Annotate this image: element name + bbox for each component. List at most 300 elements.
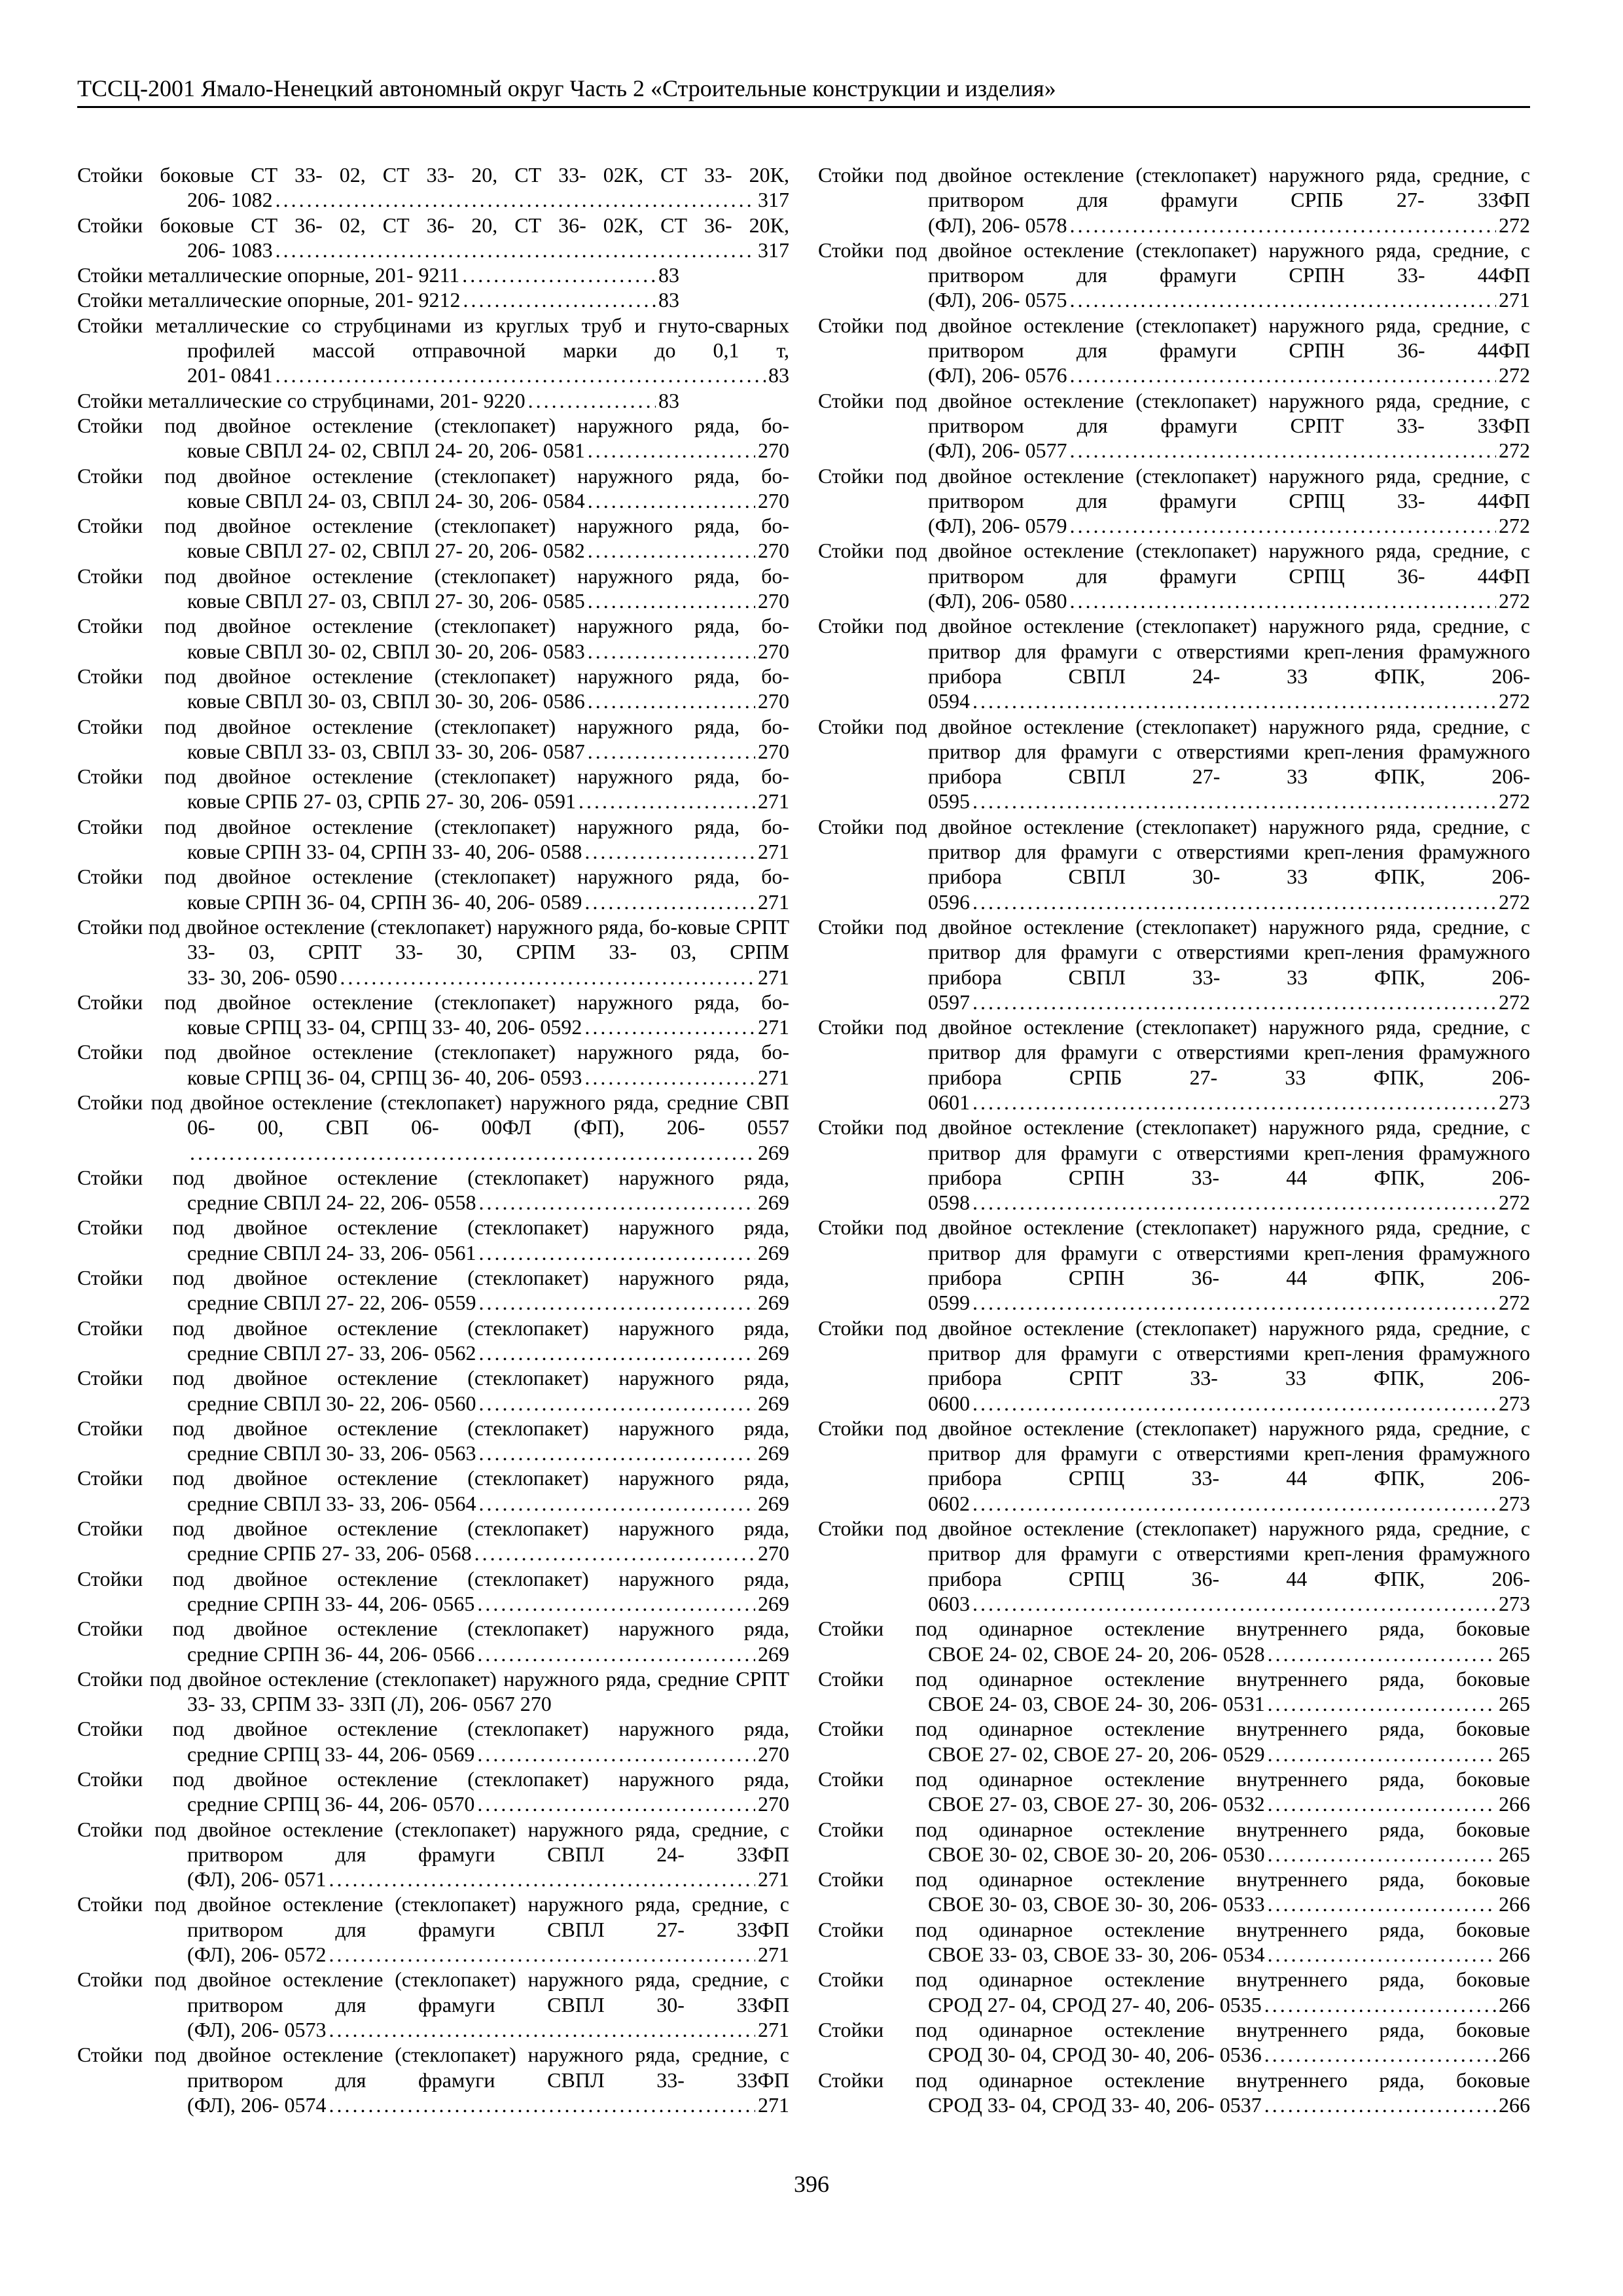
entry-tail: (ФЛ), 206- 0574 (187, 2092, 327, 2117)
entry-page-ref: 271 (758, 840, 789, 864)
entry-text: Стойки под двойное остекление (стеклопакет) наружного ряда, бо- (77, 664, 789, 688)
dot-leader (972, 1190, 1496, 1215)
entry-page-ref: 83 (658, 263, 679, 287)
index-entry (77, 1666, 789, 1717)
index-entry (77, 463, 789, 514)
index-entry (818, 2017, 1530, 2068)
dot-leader (276, 363, 766, 387)
entry-text: Стойки под двойное остекление (стеклопакет) наружного ряда, бо- (77, 1040, 789, 1064)
entry-text: Стойки под одинарное остекление внутреннего ряда, боковые (818, 1767, 1530, 1791)
index-entry (77, 1165, 789, 1215)
entry-page-ref: 271 (758, 2017, 789, 2041)
dot-leader (588, 689, 755, 713)
index-entry (77, 1516, 789, 1566)
entry-text: Стойки под двойное остекление (стеклопакет) наружного ряда, бо- (77, 814, 789, 838)
dot-leader (584, 889, 755, 914)
entry-text: Стойки под двойное остекление (стеклопакет) наружного ряда, (77, 1566, 789, 1590)
dot-leader (1070, 363, 1496, 387)
entry-text: Стойки под одинарное остекление внутреннего ряда, боковые (818, 1666, 1530, 1691)
entry-text: Стойки под двойное остекление (стеклопакет) наружного ряда, (77, 1215, 789, 1240)
entry-page-ref: 83 (768, 363, 789, 387)
entry-text: Стойки под двойное остекление (стеклопакет) наружного ряда, средние, с притвором для фрамуги СРПБ 27- 33ФП (818, 163, 1530, 212)
entry-page-ref: 265 (1499, 1742, 1530, 1766)
entry-tail: (ФЛ), 206- 0576 (928, 363, 1067, 387)
entry-text: Стойки под двойное остекление (стеклопакет) наружного ряда, средние, с притвором для фрамуги СРПН 33- 44ФП (818, 238, 1530, 287)
entry-text: Стойки под двойное остекление (стеклопакет) наружного ряда, средние СВП 06- 00, СВП 06- 00ФЛ (ФП), 206- 0557 (77, 1090, 789, 1139)
entry-tail: СВОЕ 24- 03, СВОЕ 24- 30, 206- 0531 (928, 1692, 1265, 1716)
entry-text: Стойки под двойное остекление (стеклопакет) наружного ряда, бо- (77, 463, 789, 488)
entry-page-ref: 272 (1499, 589, 1530, 613)
entry-text: Стойки под двойное остекление (стеклопакет) наружного ряда, (77, 1366, 789, 1390)
entry-text: Стойки под одинарное остекление внутреннего ряда, боковые (818, 1867, 1530, 1892)
dot-leader (588, 538, 755, 563)
index-entry (77, 1716, 789, 1767)
entry-page-ref: 83 (658, 288, 679, 312)
dot-leader (972, 789, 1496, 814)
index-entry (818, 1716, 1530, 1767)
dot-leader (972, 990, 1496, 1014)
dot-leader (1070, 588, 1496, 613)
entry-tail: средние СРПЦ 33- 44, 206- 0569 (187, 1742, 475, 1766)
index-entry (818, 1516, 1530, 1616)
entry-page-ref: 272 (1499, 689, 1530, 713)
entry-page-ref: 270 (758, 689, 789, 713)
entry-text: Стойки под двойное остекление (стеклопакет) наружного ряда, (77, 1617, 789, 1641)
index-column-left (77, 162, 789, 2117)
entry-text: Стойки под двойное остекление (стеклопакет) наружного ряда, средние, с притвор для фрамуги с отверстиями креп-ления фрамужного прибора СВПЛ 30- 33 ФПК, 206- (818, 814, 1530, 889)
dot-leader (477, 1742, 755, 1767)
dot-leader (528, 388, 656, 413)
dot-leader (479, 1190, 755, 1215)
entry-page-ref: 270 (758, 639, 789, 663)
entry-text: Стойки под двойное остекление (стеклопакет) наружного ряда, бо-ковые СРПТ 33- 03, СРПТ 33- 30, СРПМ 33- 03, СРПМ (77, 914, 789, 964)
index-entry (77, 213, 789, 263)
entry-tail: 0594 (928, 689, 970, 713)
entry-tail: 206- 1083 (187, 238, 273, 262)
index-entry (77, 914, 789, 990)
entry-page-ref: 265 (1499, 1692, 1530, 1716)
index-entry (818, 1616, 1530, 1666)
entry-tail: Стойки металлические опорные, 201- 9212 (77, 288, 461, 312)
entry-text: Стойки под двойное остекление (стеклопакет) наружного ряда, (77, 1165, 789, 1189)
index-entry (77, 1316, 789, 1366)
index-entry (818, 914, 1530, 1014)
dot-leader (329, 2017, 755, 2042)
index-entry (77, 313, 789, 388)
dot-leader (1268, 1892, 1496, 1916)
entry-text: Стойки под двойное остекление (стеклопакет) наружного ряда, бо- (77, 564, 789, 588)
dot-leader (584, 1065, 755, 1090)
entry-text: Стойки под двойное остекление (стеклопакет) наружного ряда, средние, с притвором для фрамуги СРПЦ 36- 44ФП (818, 539, 1530, 588)
dot-leader (972, 689, 1496, 713)
entry-tail: средние СВПЛ 24- 33, 206- 0561 (187, 1240, 476, 1265)
entry-page-ref: 270 (758, 589, 789, 613)
entry-page-ref: 270 (758, 1792, 789, 1816)
entry-page-ref: 273 (1499, 1591, 1530, 1615)
dot-leader (972, 889, 1496, 914)
dot-leader (190, 1140, 755, 1165)
entry-tail: средние СРПН 36- 44, 206- 0566 (187, 1641, 475, 1666)
dot-leader (329, 1867, 755, 1892)
entry-page-ref: 271 (758, 1065, 789, 1089)
entry-text: Стойки под двойное остекление (стеклопакет) наружного ряда, (77, 1266, 789, 1290)
dot-leader (1268, 1842, 1496, 1867)
entry-page-ref: 269 (758, 1391, 789, 1415)
dot-leader (972, 1090, 1496, 1115)
index-entry (77, 764, 789, 814)
entry-text: Стойки под двойное остекление (стеклопакет) наружного ряда, средние, с притвор для фрамуги с отверстиями креп-ления фрамужного прибора СВПЛ 33- 33 ФПК, 206- (818, 914, 1530, 989)
entry-text: Стойки под двойное остекление (стеклопакет) наружного ряда, средние, с притвор для фрамуги с отверстиями креп-ления фрамужного прибора СРПЦ 33- 44 ФПК, 206- (818, 1416, 1530, 1490)
entry-page-ref: 317 (758, 188, 789, 212)
entry-page-ref: 269 (758, 1140, 789, 1164)
index-entry (818, 1014, 1530, 1115)
dot-leader (588, 739, 755, 764)
entry-text: Стойки под двойное остекление (стеклопакет) наружного ряда, (77, 1717, 789, 1741)
entry-page-ref: 271 (758, 2092, 789, 2117)
entry-text: Стойки под двойное остекление (стеклопакет) наружного ряда, (77, 1466, 789, 1490)
entry-text: Стойки под двойное остекление (стеклопакет) наружного ряда, средние, с притвором для фрамуги СВПЛ 30- 33ФП (77, 1967, 789, 2017)
entry-tail: средние СВПЛ 27- 33, 206- 0562 (187, 1340, 476, 1365)
index-entry (818, 1115, 1530, 1215)
entry-text: Стойки под двойное остекление (стеклопакет) наружного ряда, бо- (77, 514, 789, 538)
entry-tail: (ФЛ), 206- 0572 (187, 1943, 327, 1967)
index-entry (77, 1767, 789, 1817)
index-entry (77, 1566, 789, 1617)
entry-text: Стойки боковые СТ 33- 02, СТ 33- 20, СТ 33- 02К, СТ 33- 20К, (77, 163, 789, 187)
entry-page-ref: 269 (758, 1591, 789, 1615)
dot-leader (276, 238, 755, 262)
entry-text: Стойки под двойное остекление (стеклопакет) наружного ряда, средние, с притвор для фрамуги с отверстиями креп-ления фрамужного прибора СВПЛ 27- 33 ФПК, 206- (818, 714, 1530, 789)
dot-leader (479, 1290, 755, 1315)
entry-text: Стойки под двойное остекление (стеклопакет) наружного ряда, средние, с притвор для фрамуги с отверстиями креп-ления фрамужного прибора СРПЦ 36- 44 ФПК, 206- (818, 1516, 1530, 1590)
entry-tail: СВОЕ 27- 03, СВОЕ 27- 30, 206- 0532 (928, 1792, 1265, 1816)
entry-tail: средние СВПЛ 33- 33, 206- 0564 (187, 1491, 476, 1515)
entry-page-ref: 271 (1499, 288, 1530, 312)
dot-leader (1070, 287, 1496, 312)
entry-page-ref: 265 (1499, 1641, 1530, 1666)
entry-page-ref: 270 (758, 1541, 789, 1566)
entry-tail: 0595 (928, 789, 970, 814)
entry-page-ref: 266 (1499, 1792, 1530, 1816)
index-entry (818, 1917, 1530, 1967)
entry-tail: СВОЕ 30- 02, СВОЕ 30- 20, 206- 0530 (928, 1842, 1265, 1866)
index-entry (77, 564, 789, 614)
entry-tail: 0596 (928, 889, 970, 914)
entry-tail: (ФЛ), 206- 0578 (928, 213, 1067, 237)
index-entry (818, 1416, 1530, 1516)
index-entry (77, 162, 789, 213)
index-entry (77, 1616, 789, 1666)
dot-leader (1264, 2042, 1496, 2067)
index-entry (77, 613, 789, 664)
entry-tail: ковые СВПЛ 30- 03, СВПЛ 30- 30, 206- 0586 (187, 689, 585, 713)
entry-tail: (ФЛ), 206- 0579 (928, 514, 1067, 538)
index-column-right (818, 162, 1530, 2117)
entry-text: Стойки металлические со струбцинами из круглых труб и гнуто-сварных профилей массой отправочной марки до 0,1 т, (77, 313, 789, 363)
entry-tail: (ФЛ), 206- 0575 (928, 288, 1067, 312)
entry-page-ref: 269 (758, 1291, 789, 1315)
entry-text: Стойки под двойное остекление (стеклопакет) наружного ряда, (77, 1416, 789, 1440)
entry-page-ref: 266 (1499, 1992, 1530, 2017)
index-entry (818, 1767, 1530, 1817)
entry-text: Стойки под двойное остекление (стеклопакет) наружного ряда, средние, с притвором для фрамуги СВПЛ 27- 33ФП (77, 1892, 789, 1941)
entry-text: Стойки под двойное остекление (стеклопакет) наружного ряда, (77, 1516, 789, 1541)
header-rule (77, 106, 1530, 108)
entry-tail: средние СРПБ 27- 33, 206- 0568 (187, 1541, 472, 1566)
dot-leader (479, 1240, 755, 1265)
entry-page-ref: 272 (1499, 990, 1530, 1014)
entry-tail: 0603 (928, 1591, 970, 1615)
dot-leader (477, 1791, 755, 1816)
index-entry (77, 287, 789, 312)
entry-tail: ковые СВПЛ 24- 02, СВПЛ 24- 20, 206- 0581 (187, 439, 585, 463)
entry-tail: ковые СВПЛ 27- 02, СВПЛ 27- 20, 206- 0582 (187, 539, 585, 563)
entry-tail: СВОЕ 30- 03, СВОЕ 30- 30, 206- 0533 (928, 1892, 1265, 1916)
dot-leader (1264, 1992, 1496, 2017)
entry-tail: СВОЕ 24- 02, СВОЕ 24- 20, 206- 0528 (928, 1641, 1265, 1666)
entry-page-ref: 270 (758, 488, 789, 512)
entry-text: Стойки под одинарное остекление внутреннего ряда, боковые (818, 1717, 1530, 1741)
entry-page-ref: 271 (758, 1943, 789, 1967)
dot-leader (1268, 1641, 1496, 1666)
entry-text: Стойки под одинарное остекление внутреннего ряда, боковые (818, 2068, 1530, 2092)
entry-text: Стойки под двойное остекление (стеклопакет) наружного ряда, средние, с притвор для фрамуги с отверстиями креп-ления фрамужного прибора СРПТ 33- 33 ФПК, 206- (818, 1316, 1530, 1390)
entry-page-ref: 271 (758, 1867, 789, 1892)
entry-tail: ковые СРПН 33- 04, СРПН 33- 40, 206- 0588 (187, 840, 582, 864)
entry-text: Стойки под двойное остекление (стеклопакет) наружного ряда, средние СРПТ 33- 33, СРПМ 33- 33П (Л), 206- 0567 270 (77, 1666, 789, 1716)
entry-text: Стойки под двойное остекление (стеклопакет) наружного ряда, (77, 1767, 789, 1791)
entry-tail: 0598 (928, 1191, 970, 1215)
entry-page-ref: 270 (758, 1742, 789, 1766)
entry-tail: 0602 (928, 1491, 970, 1515)
index-entry (77, 1365, 789, 1416)
entry-tail: СВОЕ 33- 03, СВОЕ 33- 30, 206- 0534 (928, 1943, 1265, 1967)
dot-leader (972, 1290, 1496, 1315)
entry-tail: средние СВПЛ 30- 33, 206- 0563 (187, 1441, 476, 1465)
entry-text: Стойки под двойное остекление (стеклопакет) наружного ряда, средние, с притвор для фрамуги с отверстиями креп-ления фрамужного прибора СВПЛ 24- 33 ФПК, 206- (818, 614, 1530, 688)
dot-leader (584, 1014, 755, 1039)
entry-text: Стойки под двойное остекление (стеклопакет) наружного ряда, средние, с притвор для фрамуги с отверстиями креп-ления фрамужного прибора СРПБ 27- 33 ФПК, 206- (818, 1015, 1530, 1089)
dot-leader (329, 2092, 755, 2117)
entry-page-ref: 272 (1499, 1191, 1530, 1215)
index-entry (818, 1316, 1530, 1416)
entry-tail: СРОД 33- 04, СРОД 33- 40, 206- 0537 (928, 2092, 1262, 2117)
index-entry (77, 1265, 789, 1316)
dot-leader (588, 639, 755, 664)
dot-leader (463, 287, 656, 312)
dot-leader (588, 488, 755, 513)
entry-page-ref: 271 (758, 889, 789, 914)
dot-leader (477, 1641, 755, 1666)
dot-leader (1070, 513, 1496, 538)
dot-leader (972, 1591, 1496, 1616)
dot-leader (588, 438, 755, 463)
entry-tail: ковые СВПЛ 30- 02, СВПЛ 30- 20, 206- 0583 (187, 639, 585, 663)
entry-page-ref: 269 (758, 1641, 789, 1666)
entry-page-ref: 269 (758, 1441, 789, 1465)
entry-text: Стойки под двойное остекление (стеклопакет) наружного ряда, средние, с притвор для фрамуги с отверстиями креп-ления фрамужного прибора СРПН 36- 44 ФПК, 206- (818, 1215, 1530, 1290)
dot-leader (1264, 2092, 1496, 2117)
page-number: 396 (794, 2171, 829, 2197)
index-entry (818, 463, 1530, 539)
dot-leader (474, 1541, 755, 1566)
entry-page-ref: 272 (1499, 213, 1530, 237)
entry-text: Стойки боковые СТ 36- 02, СТ 36- 20, СТ 36- 02К, СТ 36- 20К, (77, 213, 789, 237)
dot-leader (1268, 1791, 1496, 1816)
entry-tail: ковые СВПЛ 27- 03, СВПЛ 27- 30, 206- 0585 (187, 589, 585, 613)
dot-leader (477, 1591, 755, 1616)
index-entry (77, 1215, 789, 1265)
dot-leader (479, 1340, 755, 1365)
entry-tail: 0599 (928, 1291, 970, 1315)
entry-tail: средние СВПЛ 27- 22, 206- 0559 (187, 1291, 476, 1315)
dot-leader (972, 1391, 1496, 1416)
entry-page-ref: 272 (1499, 514, 1530, 538)
entry-tail: ковые СРПЦ 33- 04, СРПЦ 33- 40, 206- 0592 (187, 1015, 582, 1039)
entry-text: Стойки под одинарное остекление внутреннего ряда, боковые (818, 1617, 1530, 1641)
entry-tail: 0600 (928, 1391, 970, 1415)
entry-tail: средние СВПЛ 24- 22, 206- 0558 (187, 1191, 476, 1215)
entry-text: Стойки под двойное остекление (стеклопакет) наружного ряда, средние, с притвором для фрамуги СВПЛ 33- 33ФП (77, 2043, 789, 2092)
entry-page-ref: 270 (758, 439, 789, 463)
entry-page-ref: 272 (1499, 439, 1530, 463)
entry-page-ref: 270 (758, 739, 789, 763)
entry-text: Стойки под двойное остекление (стеклопакет) наружного ряда, бо- (77, 714, 789, 738)
entry-tail: средние СРПЦ 36- 44, 206- 0570 (187, 1792, 475, 1816)
entry-text: Стойки под одинарное остекление внутреннего ряда, боковые (818, 2017, 1530, 2041)
index-entry (77, 814, 789, 865)
entry-page-ref: 270 (758, 539, 789, 563)
index-entry (77, 714, 789, 764)
entry-tail: Стойки металлические опорные, 201- 9211 (77, 263, 460, 287)
index-entry (77, 262, 789, 287)
entry-page-ref: 266 (1499, 1943, 1530, 1967)
entry-text: Стойки под одинарное остекление внутреннего ряда, боковые (818, 1817, 1530, 1841)
entry-page-ref: 265 (1499, 1842, 1530, 1866)
entry-page-ref: 271 (758, 965, 789, 989)
index-entry (818, 613, 1530, 713)
index-entry (818, 162, 1530, 238)
index-entry (77, 513, 789, 564)
entry-text: Стойки под двойное остекление (стеклопакет) наружного ряда, бо- (77, 865, 789, 889)
index-entry (77, 413, 789, 463)
entry-page-ref: 266 (1499, 2092, 1530, 2117)
entry-tail: (ФЛ), 206- 0580 (928, 589, 1067, 613)
dot-leader (972, 1491, 1496, 1516)
index-entry (818, 238, 1530, 313)
index-entry (77, 990, 789, 1040)
dot-leader (579, 789, 755, 814)
entry-tail: СРОД 30- 04, СРОД 30- 40, 206- 0536 (928, 2043, 1262, 2067)
dot-leader (340, 965, 755, 990)
index-entry (818, 2068, 1530, 2118)
index-entry (818, 1967, 1530, 2017)
entry-tail: СРОД 27- 04, СРОД 27- 40, 206- 0535 (928, 1992, 1262, 2017)
entry-page-ref: 273 (1499, 1491, 1530, 1515)
entry-tail: 201- 0841 (187, 363, 273, 387)
entry-tail: (ФЛ), 206- 0577 (928, 439, 1067, 463)
entry-text: Стойки под двойное остекление (стеклопакет) наружного ряда, средние, с притвором для фрамуги СРПЦ 33- 44ФП (818, 463, 1530, 512)
index-entry (818, 313, 1530, 388)
dot-leader (1268, 1942, 1496, 1967)
dot-leader (479, 1391, 755, 1416)
entry-page-ref: 272 (1499, 363, 1530, 387)
dot-leader (1268, 1742, 1496, 1767)
entry-page-ref: 317 (758, 238, 789, 262)
index-entry (818, 1215, 1530, 1315)
entry-text: Стойки под двойное остекление (стеклопакет) наружного ряда, средние, с притвором для фрамуги СВПЛ 24- 33ФП (77, 1817, 789, 1866)
index-entry (77, 664, 789, 714)
index-entry (77, 2042, 789, 2117)
running-header: ТССЦ-2001 Ямало-Ненецкий автономный округ Часть 2 «Строительные конструкции и изделия» (77, 75, 1056, 101)
index-entry (818, 388, 1530, 463)
index-entry (77, 864, 789, 914)
index-entry (77, 1967, 789, 2042)
entry-tail: Стойки металлические со струбцинами, 201- 9220 (77, 388, 526, 412)
index-entry (818, 814, 1530, 914)
entry-page-ref: 266 (1499, 2043, 1530, 2067)
entry-page-ref: 272 (1499, 1291, 1530, 1315)
entry-page-ref: 269 (758, 1491, 789, 1515)
entry-text: Стойки под одинарное остекление внутреннего ряда, боковые (818, 1917, 1530, 1941)
dot-leader (479, 1441, 755, 1465)
entry-page-ref: 266 (1499, 1892, 1530, 1916)
entry-page-ref: 271 (758, 1015, 789, 1039)
entry-tail: ковые СВПЛ 33- 03, СВПЛ 33- 30, 206- 0587 (187, 739, 585, 763)
dot-leader (329, 1942, 755, 1967)
entry-page-ref: 271 (758, 789, 789, 814)
index-entry (77, 1465, 789, 1516)
entry-text: Стойки под двойное остекление (стеклопакет) наружного ряда, средние, с притвором для фрамуги СРПН 36- 44ФП (818, 313, 1530, 363)
entry-tail: (ФЛ), 206- 0571 (187, 1867, 327, 1892)
index-entry (77, 388, 789, 413)
index-entry (818, 538, 1530, 613)
entry-text: Стойки под двойное остекление (стеклопакет) наружного ряда, средние, с притвором для фрамуги СРПТ 33- 33ФП (818, 388, 1530, 437)
entry-tail: ковые СРПН 36- 04, СРПН 36- 40, 206- 0589 (187, 889, 582, 914)
index-entry (818, 1817, 1530, 1867)
entry-text: Стойки под двойное остекление (стеклопакет) наружного ряда, бо- (77, 764, 789, 789)
entry-tail: СВОЕ 27- 02, СВОЕ 27- 20, 206- 0529 (928, 1742, 1265, 1766)
entry-tail: (ФЛ), 206- 0573 (187, 2017, 327, 2041)
index-entry (77, 1039, 789, 1090)
dot-leader (276, 187, 755, 212)
entry-tail: ковые СРПЦ 36- 04, СРПЦ 36- 40, 206- 0593 (187, 1065, 582, 1089)
dot-leader (462, 262, 656, 287)
entry-page-ref: 269 (758, 1191, 789, 1215)
entry-tail: 33- 30, 206- 0590 (187, 965, 338, 989)
entry-tail: средние СВПЛ 30- 22, 206- 0560 (187, 1391, 476, 1415)
entry-text: Стойки под двойное остекление (стеклопакет) наружного ряда, бо- (77, 413, 789, 437)
entry-page-ref: 272 (1499, 789, 1530, 814)
entry-tail: 0601 (928, 1090, 970, 1114)
entry-tail: ковые СВПЛ 24- 03, СВПЛ 24- 30, 206- 0584 (187, 488, 585, 512)
dot-leader (479, 1491, 755, 1516)
index-entry (818, 1867, 1530, 1917)
dot-leader (1070, 438, 1496, 463)
entry-text: Стойки под двойное остекление (стеклопакет) наружного ряда, (77, 1316, 789, 1340)
index-entry (818, 1666, 1530, 1717)
dot-leader (584, 839, 755, 864)
dot-leader (588, 588, 755, 613)
entry-page-ref: 269 (758, 1340, 789, 1365)
dot-leader (1268, 1691, 1496, 1716)
entry-text: Стойки под двойное остекление (стеклопакет) наружного ряда, бо- (77, 990, 789, 1014)
index-entry (77, 1416, 789, 1466)
entry-page-ref: 83 (658, 388, 679, 412)
entry-tail: средние СРПН 33- 44, 206- 0565 (187, 1591, 475, 1615)
entry-tail: 206- 1082 (187, 188, 273, 212)
entry-text: Стойки под двойное остекление (стеклопакет) наружного ряда, средние, с притвор для фрамуги с отверстиями креп-ления фрамужного прибора СРПН 33- 44 ФПК, 206- (818, 1115, 1530, 1189)
